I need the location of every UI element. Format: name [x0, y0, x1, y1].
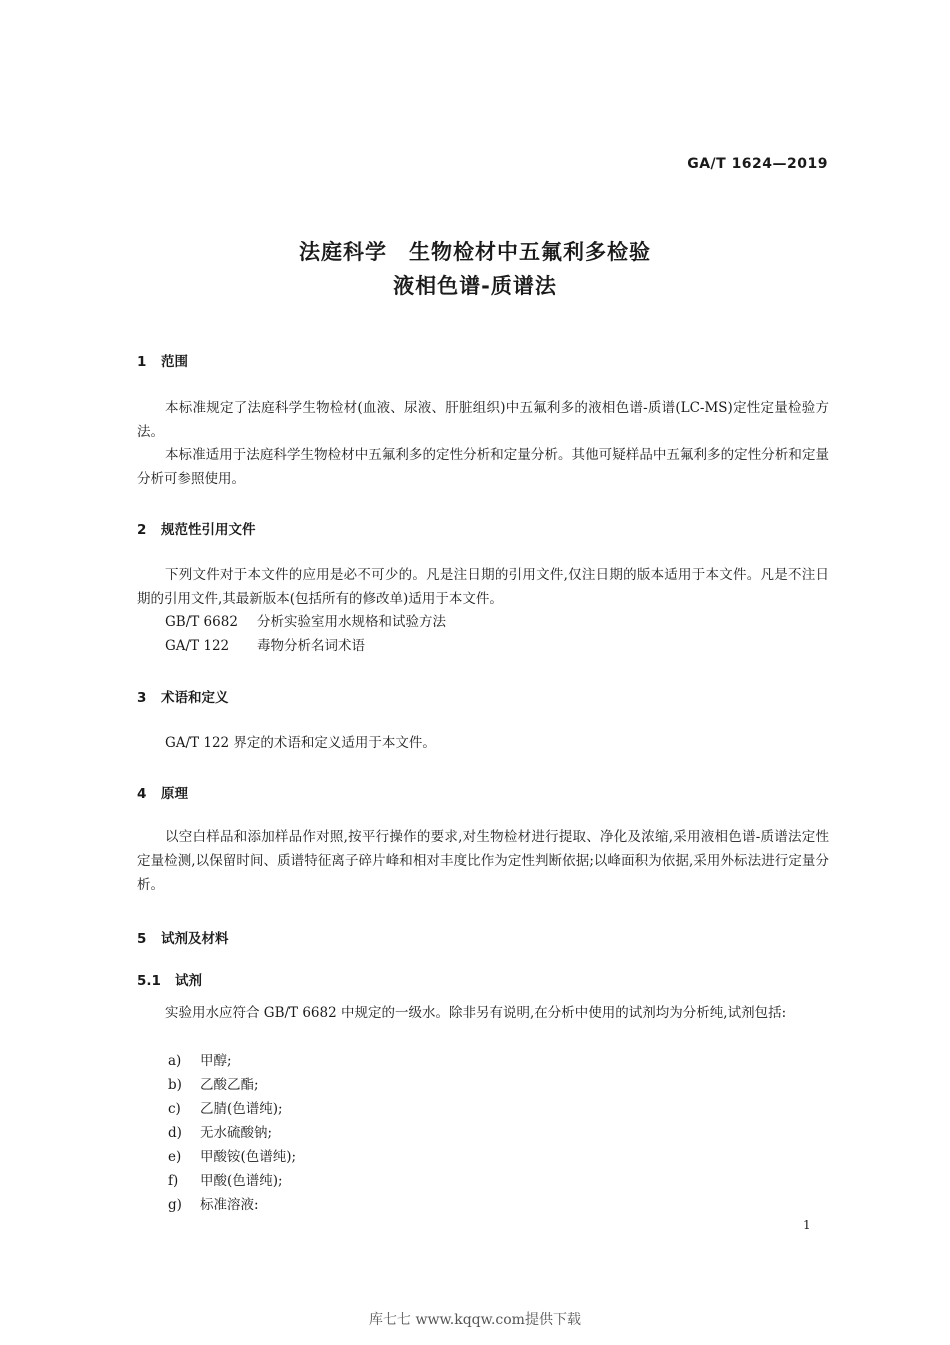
section-number: 1 [137, 354, 147, 370]
section-title: 试剂及材料 [161, 931, 229, 947]
section-number: 3 [137, 690, 147, 706]
section-title: 范围 [161, 354, 188, 370]
section-5-1-heading [137, 969, 202, 989]
list-item-text: 甲醇; [200, 1053, 232, 1069]
reference-code: GB/T 6682 [165, 614, 238, 630]
list-item-label: f) [168, 1173, 179, 1189]
section-number: 4 [137, 786, 147, 802]
document-title-line2: 液相色谱-质谱法 [393, 274, 557, 298]
list-item-label: e) [168, 1149, 182, 1165]
standard-number: GA/T 1624—2019 [687, 156, 828, 172]
section-title: 试剂 [175, 973, 202, 989]
section-1-paragraph-2: 本标准适用于法庭科学生物检材中五氟利多的定性分析和定量分析。其他可疑样品中五氟利多的定性分析和定量分析可参照使用。 [137, 447, 829, 487]
section-number: 5.1 [137, 973, 161, 989]
list-item-label: c) [168, 1101, 181, 1117]
section-title: 原理 [161, 786, 188, 802]
normative-reference [165, 610, 446, 634]
list-item [168, 1145, 296, 1169]
list-item [168, 1073, 259, 1097]
section-title: 规范性引用文件 [161, 522, 256, 538]
list-item-text: 甲酸铵(色谱纯); [200, 1149, 297, 1165]
list-item-label: d) [168, 1125, 182, 1141]
reference-title: 分析实验室用水规格和试验方法 [257, 614, 446, 630]
section-2-paragraph-1: 下列文件对于本文件的应用是必不可少的。凡是注日期的引用文件,仅注日期的版本适用于本文件。凡是不注日期的引用文件,其最新版本(包括所有的修改单)适用于本文件。 [137, 567, 829, 607]
document-title-line1: 法庭科学 生物检材中五氟利多检验 [299, 240, 651, 264]
list-item [168, 1193, 259, 1217]
section-4-paragraph-1: 以空白样品和添加样品作对照,按平行操作的要求,对生物检材进行提取、净化及浓缩,采用液相色谱-质谱法定性定量检测,以保留时间、质谱特征离子碎片峰和相对丰度比作为定性判断依据;以峰面积为依据,采用外标法进行定量分析。 [137, 829, 829, 893]
section-3-paragraph-1: GA/T 122 界定的术语和定义适用于本文件。 [165, 735, 436, 751]
list-item-label: b) [168, 1077, 182, 1093]
page-number: 1 [803, 1218, 811, 1232]
section-number: 2 [137, 522, 147, 538]
section-1-paragraph-1: 本标准规定了法庭科学生物检材(血液、尿液、肝脏组织)中五氟利多的液相色谱-质谱(LC-MS)定性定量检验方法。 [137, 400, 829, 440]
reference-title: 毒物分析名词术语 [257, 638, 365, 654]
list-item-text: 乙酸乙酯; [200, 1077, 259, 1093]
section-4-heading [137, 782, 188, 802]
section-title: 术语和定义 [161, 690, 229, 706]
list-item-text: 甲酸(色谱纯); [200, 1173, 283, 1189]
list-item-text: 无水硫酸钠; [200, 1125, 273, 1141]
list-item [168, 1121, 272, 1145]
list-item [168, 1169, 283, 1193]
list-item [168, 1097, 283, 1121]
list-item-text: 乙腈(色谱纯); [200, 1101, 283, 1117]
section-5-heading [137, 927, 229, 947]
section-number: 5 [137, 931, 147, 947]
normative-reference [165, 634, 365, 658]
list-item-label: g) [168, 1197, 182, 1213]
list-item-label: a) [168, 1053, 182, 1069]
list-item-text: 标准溶液: [200, 1197, 259, 1213]
list-item [168, 1049, 232, 1073]
reference-code: GA/T 122 [165, 638, 230, 654]
section-3-heading [137, 686, 229, 706]
section-1-heading [137, 350, 188, 370]
section-5-1-paragraph-1: 实验用水应符合 GB/T 6682 中规定的一级水。除非另有说明,在分析中使用的试剂均为分析纯,试剂包括: [165, 1005, 787, 1021]
download-watermark: 库七七 www.kqqw.com提供下载 [369, 1312, 581, 1328]
section-2-heading [137, 518, 256, 538]
